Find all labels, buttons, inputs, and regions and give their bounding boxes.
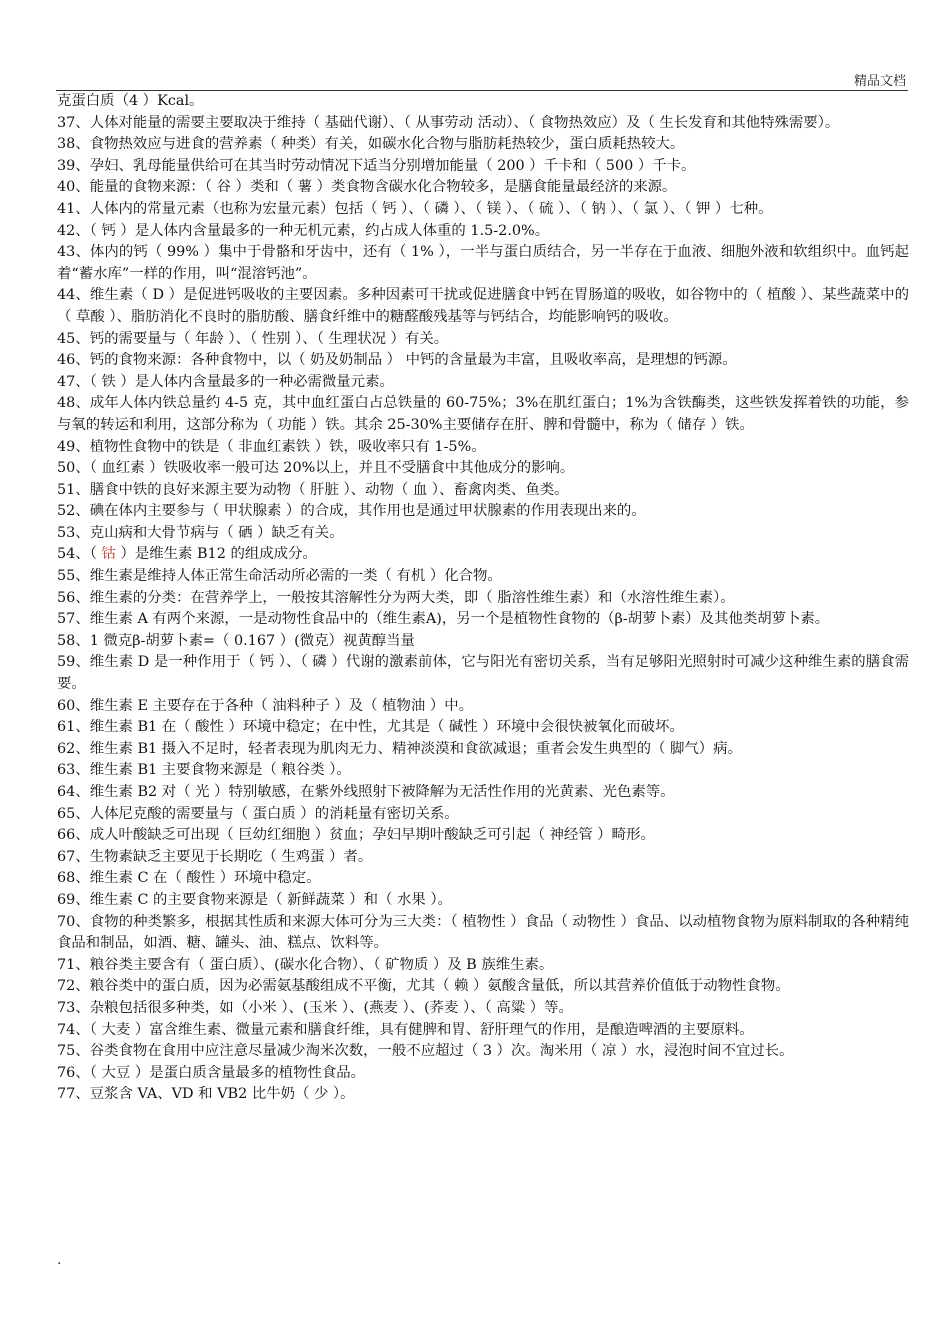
document-body bbox=[57, 91, 909, 1106]
question-73: 73、杂粮包括很多种类，如（小米 ）、(玉米 ）、(燕麦 ）、(荞麦 ）、（ 高粱 ）等。 bbox=[57, 999, 573, 1016]
question-74: 74、（ 大麦 ）富含维生素、微量元素和膳食纤维，具有健脾和胃、舒肝理气的作用，是酿造啤酒的主要原料。 bbox=[57, 1021, 754, 1038]
question-57: 57、维生素 A 有两个来源，一是动物性食品中的（维生素A)，另一个是植物性食物的（β-胡萝卜素）及其他类胡萝卜素。 bbox=[57, 611, 830, 628]
question-47: 47、（ 铁 ）是人体内含量最多的一种必需微量元素。 bbox=[57, 373, 394, 390]
question-54 bbox=[57, 544, 909, 566]
question-49: 49、植物性食物中的铁是（ 非血红素铁 ）铁，吸收率只有 1-5%。 bbox=[57, 438, 486, 455]
question-65: 65、人体尼克酸的需要量与（ 蛋白质 ）的消耗量有密切关系。 bbox=[57, 805, 459, 822]
answer-highlight: 钴 bbox=[101, 546, 116, 563]
question-54-suffix: ）是维生素 B12 的组成成分。 bbox=[115, 546, 317, 563]
question-66: 66、成人叶酸缺乏可出现（ 巨幼红细胞 ）贫血；孕妇早期叶酸缺乏可引起（ 神经管 ）畸形。 bbox=[57, 827, 655, 844]
question-43: 43、体内的钙（ 99% ）集中于骨骼和牙齿中，还有（ 1% ），一半与蛋白质结合，另一半存在于血液、细胞外液和软组织中。血钙起着“蓄水库”一样的作用，叫“混溶钙池”。 bbox=[57, 244, 909, 282]
question-39: 39、孕妇、乳母能量供给可在其当时劳动情况下适当分别增加能量（ 200 ）千卡和（ 500 ）千卡。 bbox=[57, 157, 696, 174]
question-56: 56、维生素的分类：在营养学上，一般按其溶解性分为两大类，即（ 脂溶性维生素）和（水溶性维生素）。 bbox=[57, 589, 735, 606]
question-75: 75、谷类食物在食用中应注意尽量减少淘米次数，一般不应超过（ 3 ）次。淘米用（ 凉 ）水，浸泡时间不宜过长。 bbox=[57, 1043, 794, 1060]
question-45: 45、钙的需要量与（ 年龄 ）、（ 性别 ）、（ 生理状况 ）有关。 bbox=[57, 330, 449, 347]
question-50: 50、（ 血红素 ）铁吸收率一般可达 20%以上，并且不受膳食中其他成分的影响。 bbox=[57, 460, 575, 477]
question-70: 70、食物的种类繁多，根据其性质和来源大体可分为三大类：（ 植物性 ）食品（ 动物性 ）食品、以动植物食物为原料制取的各种精纯食品和制品，如酒、糖、罐头、油、糕点、饮料等。 bbox=[57, 913, 909, 952]
question-44: 44、维生素（ D ）是促进钙吸收的主要因素。多种因素可干扰或促进膳食中钙在胃肠道的吸收，如谷物中的（ 植酸 ）、某些蔬菜中的（ 草酸 ）、脂肪消化不良时的脂肪酸、膳食纤维中的糖醛酸残基等与钙结合，均能影响钙的吸收。 bbox=[57, 287, 909, 325]
question-60: 60、维生素 E 主要存在于各种（ 油料种子 ）及（ 植物油 ）中。 bbox=[57, 697, 474, 714]
question-41: 41、人体内的常量元素（也称为宏量元素）包括（ 钙 ）、（ 磷 ）、（ 镁 ）、（ 硫 ）、（ 钠 ）、（ 氯 ）、（ 钾 ）七种。 bbox=[57, 200, 773, 217]
question-52: 52、碘在体内主要参与（ 甲状腺素 ）的合成，其作用也是通过甲状腺素的作用表现出来的。 bbox=[57, 503, 646, 520]
question-72: 72、粮谷类中的蛋白质，因为必需氨基酸组成不平衡，尤其（ 赖 ）氨酸含量低，所以其营养价值低于动物性食物。 bbox=[57, 978, 790, 995]
question-67: 67、生物素缺乏主要见于长期吃（ 生鸡蛋 ）者。 bbox=[57, 848, 373, 865]
question-38: 38、食物热效应与进食的营养素（ 种类）有关，如碳水化合物与脂肪耗热较少，蛋白质耗热较大。 bbox=[57, 136, 685, 153]
question-71: 71、粮谷类主要含有（ 蛋白质）、(碳水化合物）、（ 矿物质 ）及 B 族维生素。 bbox=[57, 956, 554, 973]
question-53: 53、克山病和大骨节病与（ 硒 ）缺乏有关。 bbox=[57, 524, 344, 541]
question-46: 46、钙的食物来源：各种食物中，以（ 奶及奶制品 ） 中钙的含量最为丰富，且吸收率高，是理想的钙源。 bbox=[57, 352, 737, 369]
question-55: 55、维生素是维持人体正常生命活动所必需的一类（ 有机 ）化合物。 bbox=[57, 568, 502, 585]
page-header-label: 精品文档 bbox=[853, 74, 906, 89]
question-42: 42、（ 钙 ）是人体内含量最多的一种无机元素，约占成人体重的 1.5-2.0%。 bbox=[57, 222, 550, 239]
question-51: 51、膳食中铁的良好来源主要为动物（ 肝脏 ）、动物（ 血 ）、畜禽肉类、鱼类。 bbox=[57, 481, 569, 498]
question-37: 37、人体对能量的需要主要取决于维持（ 基础代谢）、（ 从事劳动 活动）、（ 食物热效应）及（ 生长发育和其他特殊需要）。 bbox=[57, 114, 840, 131]
question-40: 40、能量的食物来源：（ 谷 ）类和（ 薯 ）类食物含碳水化合物较多，是膳食能量最经济的来源。 bbox=[57, 179, 677, 196]
question-61: 61、维生素 B1 在（ 酸性 ）环境中稳定；在中性，尤其是（ 碱性 ）环境中会很快被氧化而破坏。 bbox=[57, 719, 684, 736]
text-line: 克蛋白质（4 ）Kcal。 bbox=[57, 93, 204, 109]
question-64: 64、维生素 B2 对（ 光 ）特别敏感，在紫外线照射下被降解为无活性作用的光黄素、光色素等。 bbox=[57, 784, 675, 800]
question-63: 63、维生素 B1 主要食物来源是（ 粮谷类 ）。 bbox=[57, 762, 351, 779]
question-76: 76、（ 大豆 ）是蛋白质含量最多的植物性食品。 bbox=[57, 1064, 366, 1081]
question-69: 69、维生素 C 的主要食物来源是（ 新鲜蔬菜 ）和（ 水果 ）。 bbox=[57, 891, 452, 908]
footer-mark: . bbox=[57, 1252, 62, 1268]
question-54-prefix: 54、（ bbox=[57, 546, 102, 563]
question-58: 58、1 微克β-胡萝卜素=（ 0.167 ）(微克）视黄醇当量 bbox=[57, 632, 415, 649]
question-59: 59、维生素 D 是一种作用于（ 钙 ）、（ 磷 ）代谢的激素前体，它与阳光有密切关系，当有足够阳光照射时可减少这种维生素的膳食需要。 bbox=[57, 654, 909, 693]
question-48: 48、成年人体内铁总量约 4-5 克，其中血红蛋白占总铁量的 60-75%；3%在肌红蛋白；1%为含铁酶类，这些铁发挥着铁的功能，参与氧的转运和利用，这部分称为（ 功能 ）铁。其余 25-30%主要储存在肝、脾和骨髓中，称为（ 储存 ）铁。 bbox=[57, 395, 909, 433]
question-62: 62、维生素 B1 摄入不足时，轻者表现为肌肉无力、精神淡漠和食欲减退；重者会发生典型的（ 脚气）病。 bbox=[57, 740, 742, 757]
question-68: 68、维生素 C 在（ 酸性 ）环境中稳定。 bbox=[57, 870, 321, 887]
question-77: 77、豆浆含 VA、VD 和 VB2 比牛奶（ 少 ）。 bbox=[57, 1086, 355, 1103]
